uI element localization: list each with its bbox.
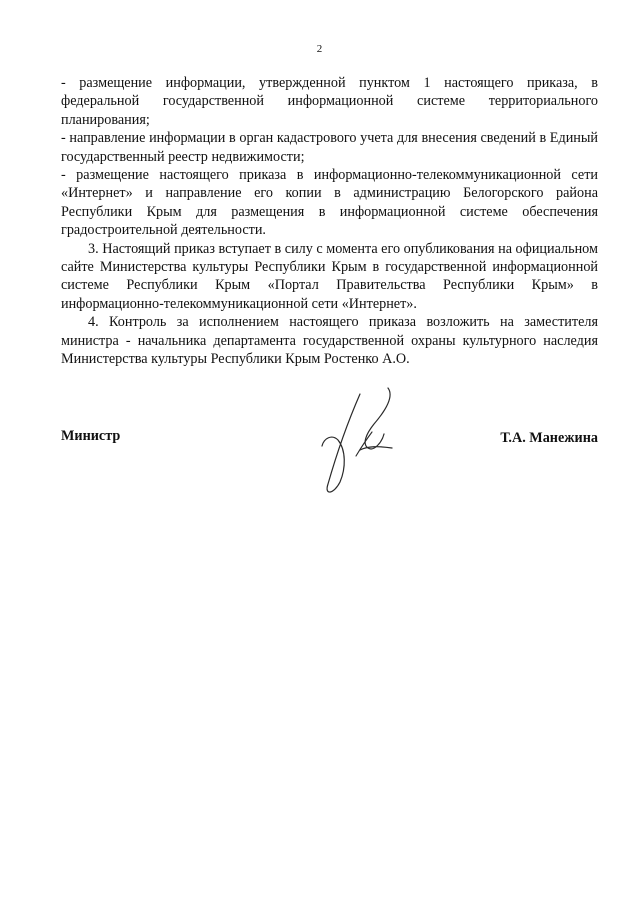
paragraph-item-3: 3. Настоящий приказ вступает в силу с момента его опубликования на официальном сайте Министерства культуры Республики Крым в государственной информационной системе Республики Крым «Портал Правительства Республики Крым» в информационно-телекоммуникационной сети «Интернет». — [61, 240, 598, 312]
paragraph-item-4: 4. Контроль за исполнением настоящего приказа возложить на заместителя министра - начальника департамента государственной охраны культурного наследия Министерства культуры Республики Крым Ростенко А.О. — [61, 314, 598, 368]
paragraph-bullet-2: - направление информации в орган кадастрового учета для внесения сведений в Единый государственный реестр недвижимости; — [61, 130, 598, 165]
signer-name: Т.А. Манежина — [500, 430, 598, 446]
document-body — [61, 74, 598, 369]
page-number: 2 — [316, 43, 323, 55]
handwritten-signature — [316, 386, 406, 498]
signer-position: Министр — [61, 428, 121, 444]
paragraph-bullet-3: - размещение настоящего приказа в информационно-телекоммуникационной сети «Интернет» и направление его копии в администрацию Белогорского района Республики Крым для размещения в информационной системе обеспечения градостроительной деятельности. — [61, 167, 598, 239]
paragraph-bullet-1: - размещение информации, утвержденной пунктом 1 настоящего приказа, в федеральной государственной информационной системе территориального планирования; — [61, 75, 598, 128]
signature-block — [61, 428, 598, 508]
